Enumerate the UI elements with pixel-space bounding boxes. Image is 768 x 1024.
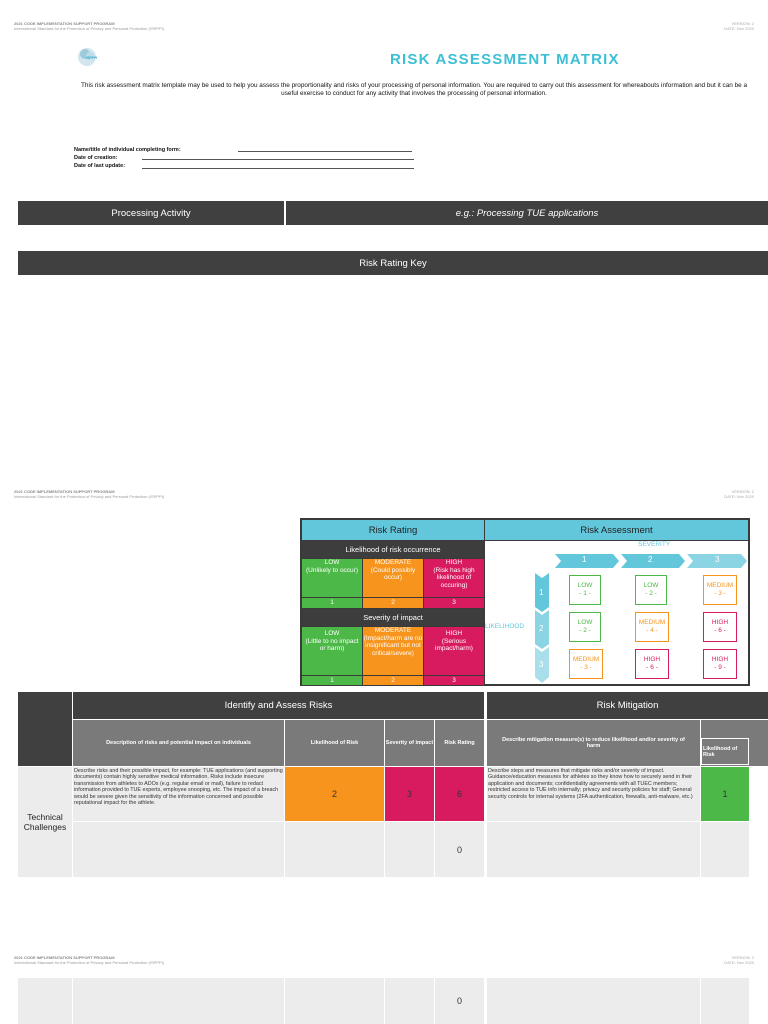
col-mitigation-header: Describe mitigation measure(s) to reduce likelihood and/or severity of harm xyxy=(487,720,700,766)
page-title: RISK ASSESSMENT MATRIX xyxy=(390,51,620,68)
risk-assessment-title: Risk Assessment xyxy=(485,520,748,540)
col-likelihood-header: Likelihood of Risk xyxy=(285,720,384,766)
matrix-cell-1-2-value: - 2 - xyxy=(645,590,657,597)
severity-axis-label: SEVERITY xyxy=(638,541,671,548)
name-field-line[interactable] xyxy=(238,151,412,152)
likelihood-step-2: 2 xyxy=(539,624,544,633)
p3-mitigation-cell[interactable] xyxy=(487,978,700,1024)
example-severity[interactable]: 3 xyxy=(385,767,434,821)
severity-moderate-title: MODERATE xyxy=(374,627,412,634)
creation-field-label: Date of creation: xyxy=(74,155,118,161)
likelihood-high-cell xyxy=(424,559,484,597)
severity-low-num: 1 xyxy=(302,676,362,685)
mitigation-header: Risk Mitigation xyxy=(487,692,768,719)
likelihood-high-num: 3 xyxy=(424,598,484,608)
likelihood-high-title: HIGH xyxy=(445,559,463,566)
page-header-2 xyxy=(14,489,164,499)
version-info-2 xyxy=(724,489,754,499)
name-field-label: Name/title of individual completing form: xyxy=(74,147,181,153)
likelihood-title: Likelihood of risk occurrence xyxy=(302,541,484,558)
matrix-cell-2-2-label: MEDIUM xyxy=(638,619,666,626)
severity-low-desc: (Little to no impact or harm) xyxy=(305,637,359,652)
p3-row-label-cell xyxy=(18,978,72,1024)
p3-likelihood2-cell[interactable] xyxy=(701,978,749,1024)
matrix-cell-1-3-value: - 3 - xyxy=(714,590,726,597)
matrix-cell-3-1-label: MEDIUM xyxy=(572,656,600,663)
severity-high-title: HIGH xyxy=(445,630,463,637)
matrix-cell-3-1-value: - 3 - xyxy=(580,664,592,671)
risk-rating-title: Risk Rating xyxy=(302,520,484,540)
update-field-label: Date of last update: xyxy=(74,163,126,169)
likelihood-low-desc: (Unlikely to occur) xyxy=(305,566,358,574)
example-likelihood2[interactable]: 1 xyxy=(701,767,749,821)
likelihood-moderate-title: MODERATE xyxy=(374,559,412,566)
matrix-cell-3-3-value: - 9 - xyxy=(714,664,726,671)
page-header xyxy=(14,21,164,31)
matrix-cell-3-1 xyxy=(569,649,603,679)
matrix-cell-2-3-value: - 6 - xyxy=(714,627,726,634)
risk-key-figure xyxy=(300,518,750,686)
matrix-cell-3-3-label: HIGH xyxy=(711,656,729,663)
matrix-cell-1-3 xyxy=(703,575,737,605)
empty-rating-cell: 0 xyxy=(435,822,484,877)
severity-step-2: 2 xyxy=(648,555,653,564)
likelihood-step-1: 1 xyxy=(539,588,544,597)
p3-rating-cell: 0 xyxy=(435,978,484,1024)
risk-rating-key-band: Risk Rating Key xyxy=(18,251,768,275)
update-field-line[interactable] xyxy=(142,168,414,169)
matrix-cell-2-1-value: - 2 - xyxy=(579,627,591,634)
likelihood-moderate-desc: (Could possibly occur) xyxy=(370,566,416,581)
matrix-cell-1-1-label: LOW xyxy=(577,582,593,589)
creation-field-line[interactable] xyxy=(142,159,414,160)
matrix-cell-1-1-value: - 1 - xyxy=(579,590,591,597)
likelihood-moderate-cell xyxy=(363,559,423,597)
example-description[interactable]: Describe risks and their possible impact, for example: TUE applications (and supporting documents) contain highly sensitive medical information. Risks include insecure transmission from athletes to ADOs (e.g. regular email or mail), failure to redact information provided to TUE experts, employee snooping, etc. The impact of a breach would be severe given the sensitivity of the information concerned and possible reputational impact for the athlete. xyxy=(73,767,284,821)
matrix-cell-2-1-label: LOW xyxy=(577,619,593,626)
empty-likelihood-cell[interactable] xyxy=(285,822,384,877)
matrix-cell-2-2 xyxy=(635,612,669,642)
version-label: VERSION: 2 xyxy=(731,21,754,26)
version-label-2: VERSION: 2 xyxy=(731,489,754,494)
logo-text: ISPPPI xyxy=(86,56,98,60)
severity-low-title: LOW xyxy=(324,630,340,637)
logo xyxy=(76,45,100,69)
severity-high-cell xyxy=(424,627,484,675)
program-name-2: 2021 CODE IMPLEMENTATION SUPPORT PROGRAM xyxy=(14,489,115,494)
likelihood-axis-label: LIKELIHOOD xyxy=(485,623,525,630)
col-description-header: Description of risks and potential impact on individuals xyxy=(73,720,284,766)
standard-name-2: International Standard for the Protection of Privacy and Personal Protection (ISPPPI) xyxy=(14,494,165,499)
example-likelihood[interactable]: 2 xyxy=(285,767,384,821)
processing-activity-value[interactable]: e.g.: Processing TUE applications xyxy=(286,201,768,225)
processing-activity-label: Processing Activity xyxy=(18,201,284,225)
matrix-cell-3-2-label: HIGH xyxy=(643,656,661,663)
matrix-cell-3-3 xyxy=(703,649,737,679)
page-header-3 xyxy=(14,955,164,965)
matrix-cell-1-2-label: LOW xyxy=(643,582,659,589)
matrix-cell-3-2-value: - 6 - xyxy=(646,664,658,671)
matrix-cell-2-2-value: - 4 - xyxy=(646,627,658,634)
severity-low-cell xyxy=(302,627,362,675)
likelihood-high-desc: (Risk has high likelihood of occuring) xyxy=(433,566,475,589)
severity-title: Severity of impact xyxy=(302,609,484,626)
matrix-cell-2-1 xyxy=(569,612,601,642)
standard-name-3: International Standard for the Protection of Privacy and Personal Protection (ISPPPI) xyxy=(14,960,165,965)
severity-moderate-desc: (Impact/harm are no insignificant but not critical/severe) xyxy=(363,634,423,657)
severity-moderate-num: 2 xyxy=(363,676,423,685)
matrix-cell-2-3 xyxy=(703,612,737,642)
likelihood-step-3: 3 xyxy=(539,660,544,669)
p3-likelihood-cell[interactable] xyxy=(285,978,384,1024)
likelihood-low-title: LOW xyxy=(324,559,340,566)
empty-description-cell[interactable] xyxy=(73,822,284,877)
date-label-3: DATE: Nov 2020 xyxy=(724,960,754,965)
intro-text: This risk assessment matrix template may be used to help you assess the proportionality and risks of your processing of personal information. You are required to carry out this assessment for whereabouts information and but it can be a useful exercise to conduct for any activity that involves the processing of personal information. xyxy=(80,82,748,97)
matrix-cell-2-3-label: HIGH xyxy=(711,619,729,626)
matrix-cell-1-2 xyxy=(635,575,667,605)
example-mitigation[interactable]: Describe steps and measures that mitigate risks and/or severity of impact. Guidance/education measures for athletes so they know how to securely send in their application and documents; confidentiality agreements with all TUEC members; restricted access to TUE info internally; privacy and security policies for staff; General security controls for internal systems (2FA authentication, firewalls, anti-malware, etc.) xyxy=(487,767,700,821)
severity-step-3: 3 xyxy=(715,555,720,564)
identify-header: Identify and Assess Risks xyxy=(73,692,484,719)
matrix-cell-1-1 xyxy=(569,575,601,605)
p3-description-cell[interactable] xyxy=(73,978,284,1024)
col-likelihood2-header: Likelihood of Risk xyxy=(701,738,749,765)
empty-severity-cell[interactable] xyxy=(385,822,434,877)
likelihood-low-cell xyxy=(302,559,362,597)
table-corner-head xyxy=(18,692,72,766)
row-label-technical-challenges: Technical Challenges xyxy=(18,767,72,877)
standard-name: International Standard for the Protection of Privacy and Personal Protection (ISPPPI) xyxy=(14,26,165,31)
likelihood-moderate-num: 2 xyxy=(363,598,423,608)
version-info-3 xyxy=(724,955,754,965)
matrix-cell-1-3-label: MEDIUM xyxy=(706,582,734,589)
version-label-3: VERSION: 2 xyxy=(731,955,754,960)
matrix-cell-3-2 xyxy=(635,649,669,679)
severity-moderate-cell xyxy=(363,627,423,675)
empty-likelihood2-cell[interactable] xyxy=(701,822,749,877)
program-name: 2021 CODE IMPLEMENTATION SUPPORT PROGRAM xyxy=(14,21,115,26)
version-info xyxy=(724,21,754,31)
example-rating: 6 xyxy=(435,767,484,821)
assessment-area xyxy=(485,541,748,684)
date-label: DATE: Nov 2020 xyxy=(724,26,754,31)
severity-step-1: 1 xyxy=(582,555,587,564)
col-rating-header: Risk Rating xyxy=(435,720,484,766)
program-name-3: 2021 CODE IMPLEMENTATION SUPPORT PROGRAM xyxy=(14,955,115,960)
form-fields xyxy=(74,146,181,170)
col-severity-header: Severity of impact xyxy=(385,720,434,766)
empty-mitigation-cell[interactable] xyxy=(487,822,700,877)
severity-high-num: 3 xyxy=(424,676,484,685)
likelihood-low-num: 1 xyxy=(302,598,362,608)
date-label-2: DATE: Nov 2020 xyxy=(724,494,754,499)
p3-severity-cell[interactable] xyxy=(385,978,434,1024)
severity-high-desc: (Serious impact/harm) xyxy=(435,637,473,652)
